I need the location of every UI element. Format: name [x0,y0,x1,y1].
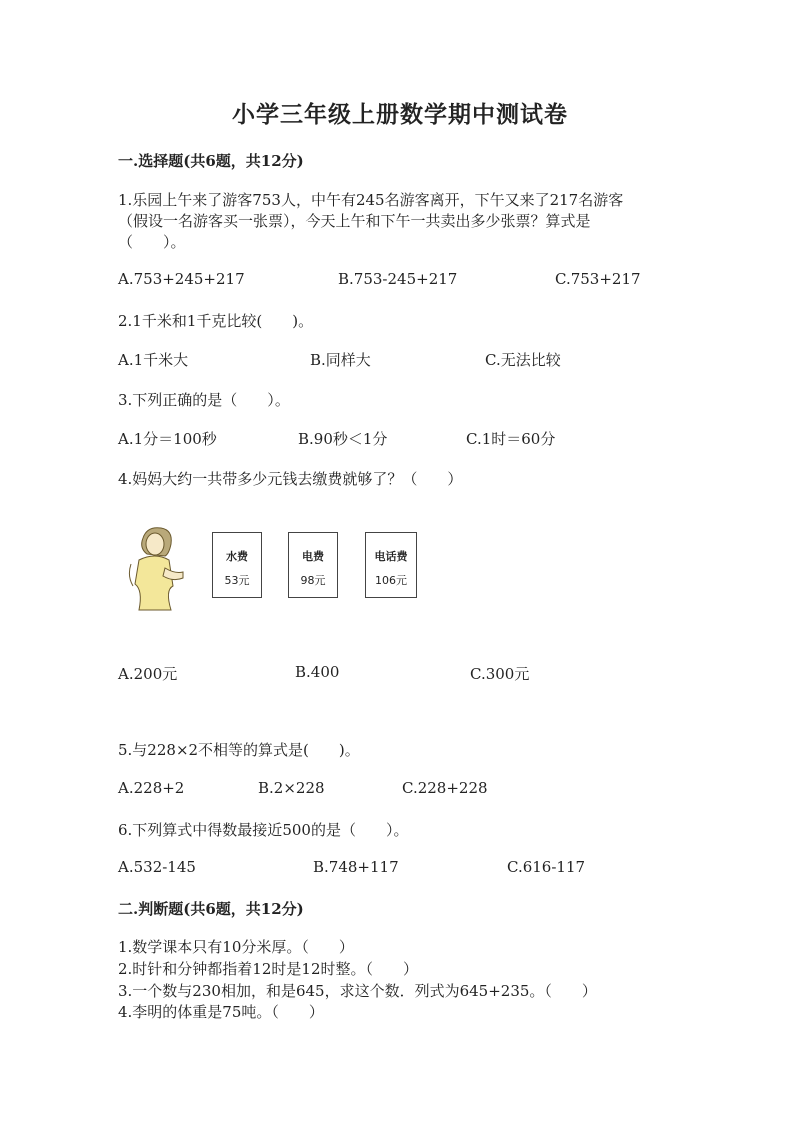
page-title: 小学三年级上册数学期中测试卷 [232,101,568,128]
section-heading-choice: 一.选择题(共6题，共12分) [118,152,304,170]
question-6-option-c: C.616-117 [507,858,586,876]
question-2-text: 2.1千米和1千克比较( )。 [118,312,314,330]
question-1-line-3: （ ）。 [118,233,186,251]
question-3-text: 3.下列正确的是（ ）。 [118,391,290,409]
judgment-item-1: 1.数学课本只有10分米厚。（ ） [118,938,354,956]
question-6-option-a: A.532-145 [118,858,196,876]
bill-water [212,532,262,598]
question-3-option-a: A.1分＝100秒 [118,430,217,448]
question-3-option-c: C.1时＝60分 [466,430,556,448]
question-2-option-b: B.同样大 [310,351,371,369]
question-1-line-1: 1.乐园上午来了游客753人，中午有245名游客离开，下午又来了217名游客 [118,191,624,209]
question-5-option-a: A.228+2 [118,779,185,797]
question-4-option-a: A.200元 [118,665,178,683]
bill-electricity-name: 电费 [302,550,324,563]
question-4-figure [125,524,425,614]
mother-illustration-icon [125,524,185,614]
judgment-item-3: 3.一个数与230相加，和是645，求这个数．列式为645+235。（ ） [118,982,597,1000]
bill-telephone [365,532,417,598]
bill-electricity [288,532,338,598]
judgment-item-4: 4.李明的体重是75吨。（ ） [118,1003,324,1021]
question-1-option-b: B.753-245+217 [338,270,458,288]
question-2-option-c: C.无法比较 [485,351,561,369]
question-6-text: 6.下列算式中得数最接近500的是（ ）。 [118,821,409,839]
question-2-option-a: A.1千米大 [118,351,189,369]
question-5-text: 5.与228×2不相等的算式是( )。 [118,741,360,759]
question-1-option-a: A.753+245+217 [118,270,245,288]
judgment-item-2: 2.时针和分钟都指着12时是12时整。（ ） [118,960,418,978]
bill-telephone-name: 电话费 [374,550,408,563]
question-3-option-b: B.90秒＜1分 [298,430,388,448]
question-4-option-b: B.400 [295,663,340,681]
question-5-option-c: C.228+228 [402,779,488,797]
section-heading-judgment: 二.判断题(共6题，共12分) [118,900,304,918]
bill-electricity-amount: 98元 [300,574,326,587]
bill-telephone-amount: 106元 [375,574,407,587]
question-1-line-2: （假设一名游客买一张票），今天上午和下午一共卖出多少张票？算式是 [118,212,591,230]
question-4-option-c: C.300元 [470,665,530,683]
bill-water-amount: 53元 [224,574,250,587]
bill-water-name: 水费 [226,550,248,563]
question-4-text: 4.妈妈大约一共带多少元钱去缴费就够了？（ ） [118,470,463,488]
question-1-option-c: C.753+217 [555,270,641,288]
question-5-option-b: B.2×228 [258,779,325,797]
question-6-option-b: B.748+117 [313,858,399,876]
